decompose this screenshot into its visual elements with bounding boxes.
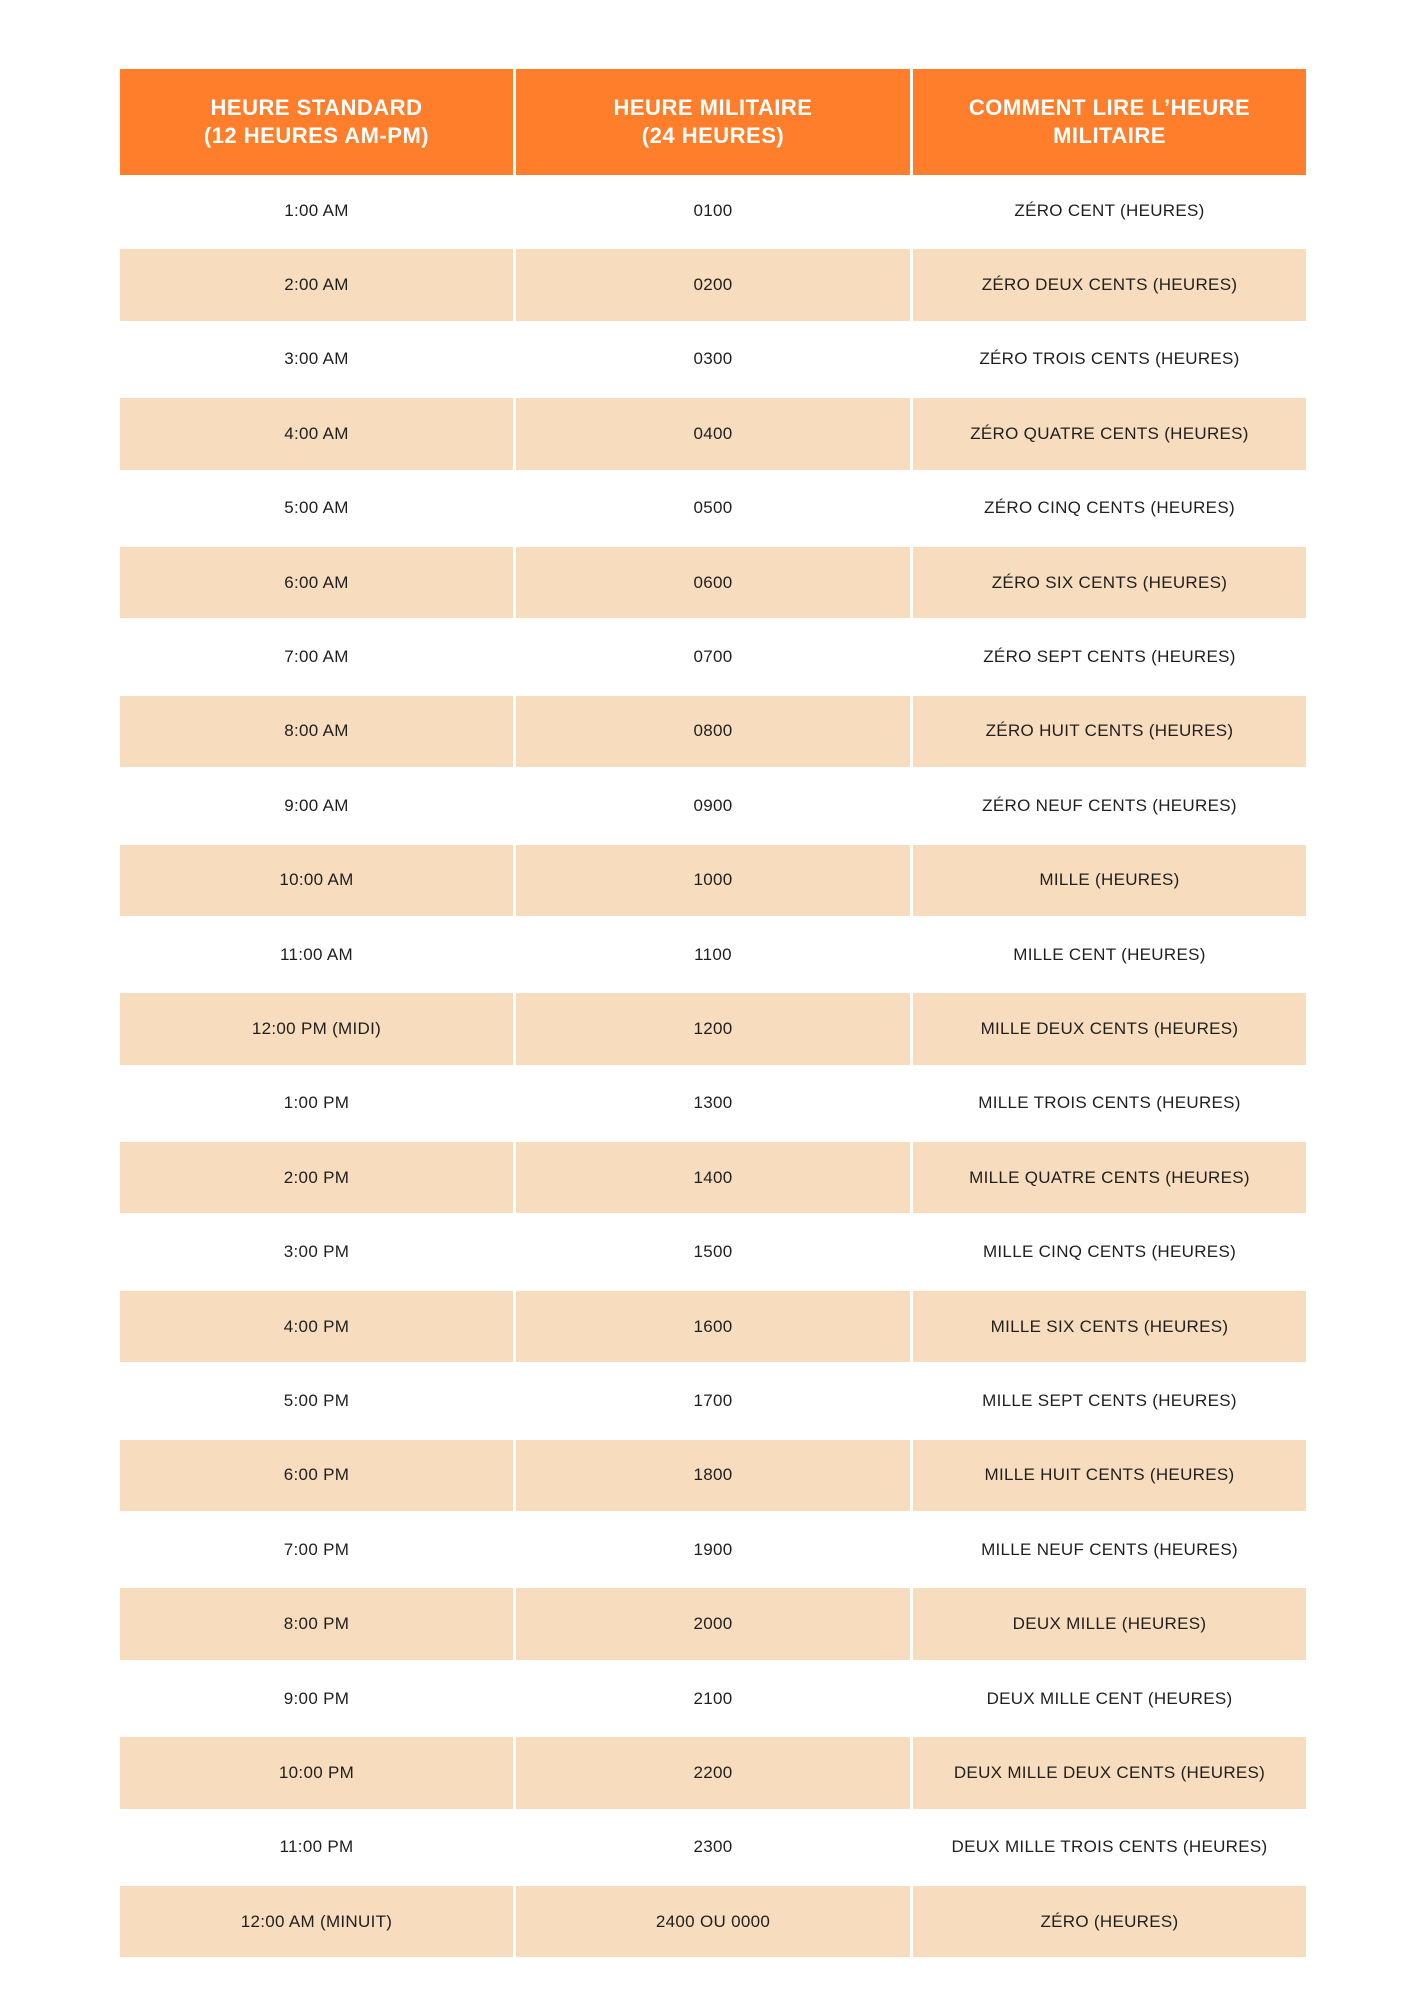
cell-standard: 3:00 PM — [120, 1216, 513, 1287]
header-how-to-read — [913, 69, 1306, 175]
table-body — [120, 175, 1306, 1957]
cell-military: 2300 — [516, 1812, 910, 1883]
cell-standard: 6:00 AM — [120, 547, 513, 618]
cell-military: 1800 — [516, 1440, 910, 1511]
cell-reading: ZÉRO HUIT CENTS (HEURES) — [913, 696, 1306, 767]
table-row — [120, 1886, 1306, 1957]
cell-standard: 10:00 PM — [120, 1737, 513, 1808]
table-row — [120, 1142, 1306, 1213]
cell-reading: ZÉRO SIX CENTS (HEURES) — [913, 547, 1306, 618]
header-standard-time — [120, 69, 513, 175]
table-row — [120, 473, 1306, 544]
cell-reading: ZÉRO TROIS CENTS (HEURES) — [913, 324, 1306, 395]
cell-standard: 5:00 PM — [120, 1365, 513, 1436]
table-row — [120, 1365, 1306, 1436]
cell-standard: 3:00 AM — [120, 324, 513, 395]
cell-standard: 2:00 PM — [120, 1142, 513, 1213]
cell-military: 0700 — [516, 621, 910, 692]
cell-military: 0300 — [516, 324, 910, 395]
cell-standard: 8:00 AM — [120, 696, 513, 767]
cell-reading: MILLE SIX CENTS (HEURES) — [913, 1291, 1306, 1362]
table-row — [120, 547, 1306, 618]
cell-military: 1500 — [516, 1216, 910, 1287]
cell-standard: 10:00 AM — [120, 845, 513, 916]
cell-standard: 1:00 AM — [120, 175, 513, 246]
cell-military: 1900 — [516, 1514, 910, 1585]
cell-reading: ZÉRO CENT (HEURES) — [913, 175, 1306, 246]
cell-military: 0400 — [516, 398, 910, 469]
cell-standard: 7:00 AM — [120, 621, 513, 692]
cell-military: 0800 — [516, 696, 910, 767]
cell-reading: DEUX MILLE TROIS CENTS (HEURES) — [913, 1812, 1306, 1883]
cell-standard: 11:00 PM — [120, 1812, 513, 1883]
cell-reading: ZÉRO SEPT CENTS (HEURES) — [913, 621, 1306, 692]
table-row — [120, 175, 1306, 246]
table-row — [120, 845, 1306, 916]
cell-military: 1200 — [516, 993, 910, 1064]
cell-standard: 7:00 PM — [120, 1514, 513, 1585]
cell-military: 1100 — [516, 919, 910, 990]
header-military-time-line1: HEURE MILITAIRE — [613, 95, 813, 120]
time-conversion-table — [120, 69, 1306, 1957]
cell-reading: MILLE (HEURES) — [913, 845, 1306, 916]
cell-military: 0100 — [516, 175, 910, 246]
table-row — [120, 696, 1306, 767]
header-standard-time-line1: HEURE STANDARD — [210, 95, 423, 120]
table-row — [120, 993, 1306, 1064]
table-row — [120, 621, 1306, 692]
cell-military: 1400 — [516, 1142, 910, 1213]
cell-reading: DEUX MILLE DEUX CENTS (HEURES) — [913, 1737, 1306, 1808]
cell-standard: 8:00 PM — [120, 1588, 513, 1659]
cell-standard: 11:00 AM — [120, 919, 513, 990]
table-row — [120, 919, 1306, 990]
table-row — [120, 398, 1306, 469]
cell-reading: MILLE TROIS CENTS (HEURES) — [913, 1068, 1306, 1139]
cell-military: 2400 OU 0000 — [516, 1886, 910, 1957]
cell-military: 2200 — [516, 1737, 910, 1808]
cell-reading: DEUX MILLE (HEURES) — [913, 1588, 1306, 1659]
cell-reading: ZÉRO (HEURES) — [913, 1886, 1306, 1957]
table-row — [120, 1663, 1306, 1734]
cell-military: 1300 — [516, 1068, 910, 1139]
table-row — [120, 1291, 1306, 1362]
cell-reading: MILLE HUIT CENTS (HEURES) — [913, 1440, 1306, 1511]
cell-military: 2000 — [516, 1588, 910, 1659]
cell-military: 0900 — [516, 770, 910, 841]
header-military-time — [516, 69, 910, 175]
cell-military: 0600 — [516, 547, 910, 618]
table-row — [120, 1737, 1306, 1808]
cell-standard: 12:00 PM (MIDI) — [120, 993, 513, 1064]
table-row — [120, 1068, 1306, 1139]
table-row — [120, 249, 1306, 320]
cell-reading: MILLE NEUF CENTS (HEURES) — [913, 1514, 1306, 1585]
cell-standard: 5:00 AM — [120, 473, 513, 544]
cell-reading: DEUX MILLE CENT (HEURES) — [913, 1663, 1306, 1734]
cell-standard: 4:00 AM — [120, 398, 513, 469]
cell-standard: 9:00 AM — [120, 770, 513, 841]
cell-standard: 9:00 PM — [120, 1663, 513, 1734]
cell-military: 1600 — [516, 1291, 910, 1362]
header-standard-time-line2: (12 HEURES AM-PM) — [203, 123, 430, 148]
cell-reading: ZÉRO QUATRE CENTS (HEURES) — [913, 398, 1306, 469]
cell-standard: 4:00 PM — [120, 1291, 513, 1362]
header-military-time-line2: (24 HEURES) — [641, 123, 785, 148]
header-how-to-read-line1: COMMENT LIRE L’HEURE — [968, 95, 1251, 120]
cell-reading: MILLE CINQ CENTS (HEURES) — [913, 1216, 1306, 1287]
cell-military: 1000 — [516, 845, 910, 916]
table-row — [120, 1440, 1306, 1511]
header-how-to-read-line2: MILITAIRE — [1053, 123, 1166, 148]
cell-standard: 1:00 PM — [120, 1068, 513, 1139]
cell-military: 2100 — [516, 1663, 910, 1734]
cell-reading: MILLE CENT (HEURES) — [913, 919, 1306, 990]
table-row — [120, 324, 1306, 395]
table-row — [120, 1216, 1306, 1287]
cell-standard: 6:00 PM — [120, 1440, 513, 1511]
table-row — [120, 1514, 1306, 1585]
cell-military: 0200 — [516, 249, 910, 320]
cell-standard: 2:00 AM — [120, 249, 513, 320]
cell-reading: MILLE QUATRE CENTS (HEURES) — [913, 1142, 1306, 1213]
cell-standard: 12:00 AM (MINUIT) — [120, 1886, 513, 1957]
cell-military: 0500 — [516, 473, 910, 544]
table-row — [120, 1812, 1306, 1883]
cell-reading: ZÉRO NEUF CENTS (HEURES) — [913, 770, 1306, 841]
table-header — [120, 69, 1306, 175]
cell-reading: MILLE SEPT CENTS (HEURES) — [913, 1365, 1306, 1436]
cell-military: 1700 — [516, 1365, 910, 1436]
table-row — [120, 1588, 1306, 1659]
cell-reading: ZÉRO DEUX CENTS (HEURES) — [913, 249, 1306, 320]
table-row — [120, 770, 1306, 841]
cell-reading: ZÉRO CINQ CENTS (HEURES) — [913, 473, 1306, 544]
cell-reading: MILLE DEUX CENTS (HEURES) — [913, 993, 1306, 1064]
